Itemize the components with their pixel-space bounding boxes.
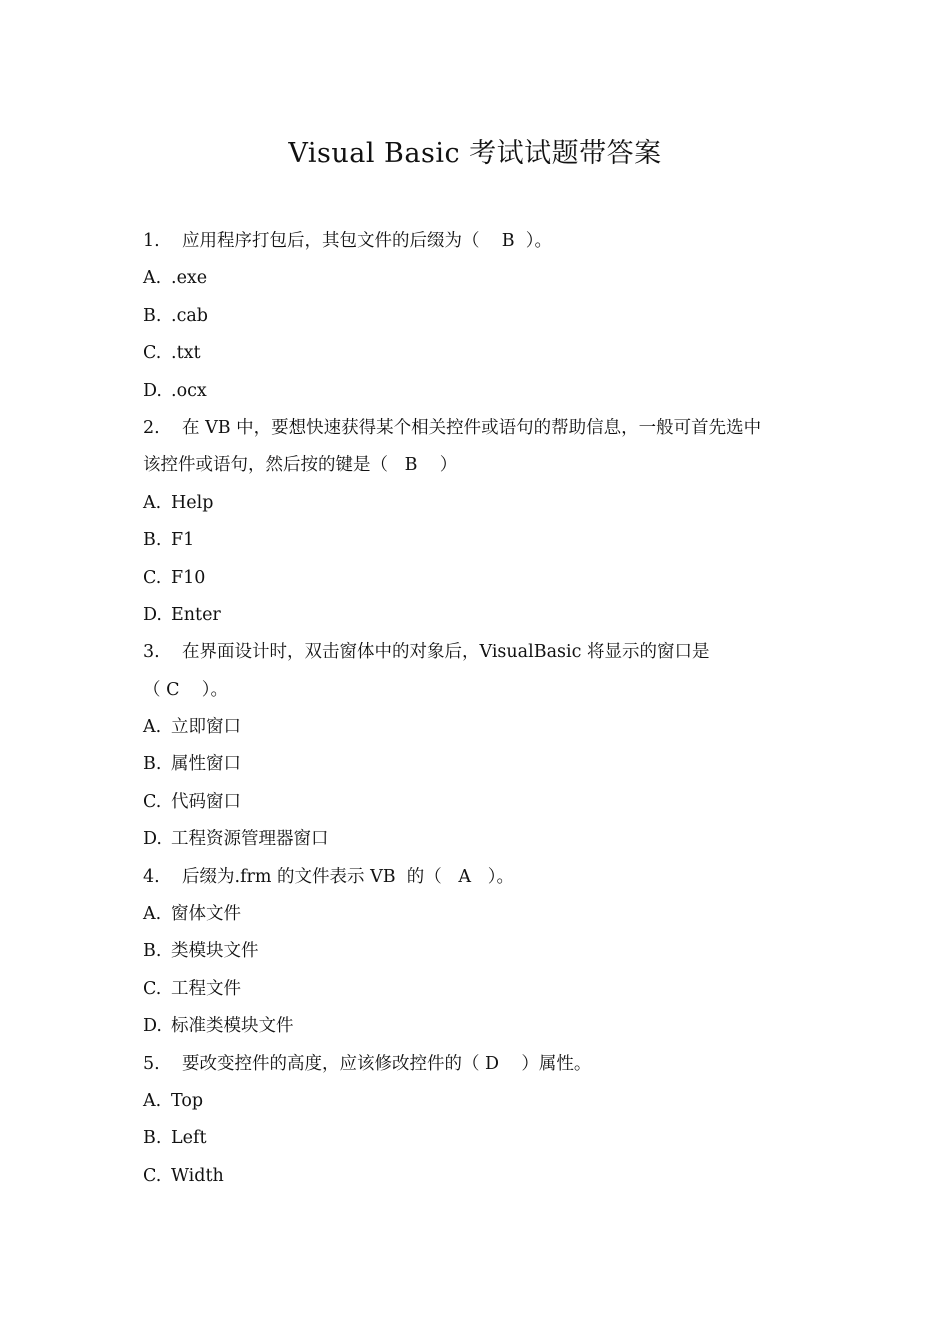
question-1	[143, 223, 823, 410]
option-a	[143, 709, 823, 746]
question-stem	[143, 1046, 823, 1083]
option-text: .exe	[171, 268, 208, 289]
option-text: F10	[171, 567, 206, 588]
question-2	[143, 410, 823, 634]
option-label: D.	[143, 829, 162, 850]
option-d	[143, 597, 823, 634]
option-text: 立即窗口	[171, 717, 241, 738]
option-label: D.	[143, 604, 162, 625]
option-label: A.	[143, 717, 162, 738]
option-d	[143, 1008, 823, 1045]
option-text: .cab	[171, 305, 208, 326]
option-label: B.	[143, 1128, 162, 1149]
option-label: C.	[143, 791, 162, 812]
option-text: Help	[171, 492, 214, 513]
question-text: 后缀为.frm 的文件表示 VB 的（ A ）。	[182, 866, 515, 887]
question-4	[143, 859, 823, 1046]
option-label: A.	[143, 268, 162, 289]
option-label: A.	[143, 1090, 162, 1111]
question-stem	[143, 223, 823, 260]
option-text: 代码窗口	[171, 791, 241, 812]
option-text: 属性窗口	[171, 754, 241, 775]
option-a	[143, 260, 823, 297]
option-a	[143, 1083, 823, 1120]
option-c	[143, 971, 823, 1008]
option-text: 工程资源管理器窗口	[171, 829, 329, 850]
document-title: Visual Basic 考试试题带答案	[288, 138, 662, 169]
option-label: C.	[143, 1165, 162, 1186]
option-b	[143, 746, 823, 783]
option-text: 类模块文件	[171, 941, 259, 962]
option-label: B.	[143, 941, 162, 962]
option-text: 工程文件	[171, 978, 241, 999]
option-a	[143, 896, 823, 933]
option-d	[143, 373, 823, 410]
option-b	[143, 1120, 823, 1157]
question-number: 1.	[143, 231, 160, 251]
question-stem-continued	[143, 672, 823, 709]
option-label: C.	[143, 567, 162, 588]
option-label: B.	[143, 530, 162, 551]
question-list	[143, 223, 823, 1195]
option-c	[143, 560, 823, 597]
question-stem-continued	[143, 447, 823, 484]
option-label: A.	[143, 492, 162, 513]
option-c	[143, 784, 823, 821]
question-text: 应用程序打包后，其包文件的后缀为（ B ）。	[182, 231, 552, 251]
option-text: Enter	[171, 604, 221, 625]
option-label: C.	[143, 343, 162, 364]
option-text: F1	[171, 530, 195, 551]
option-b	[143, 298, 823, 335]
option-label: C.	[143, 978, 162, 999]
question-number: 3.	[143, 642, 160, 663]
question-number: 4.	[143, 866, 160, 887]
question-stem	[143, 410, 823, 447]
question-stem	[143, 859, 823, 896]
question-text: 在 VB 中，要想快速获得某个相关控件或语句的帮助信息，一般可首先选中	[182, 417, 762, 438]
option-text: Width	[171, 1165, 224, 1186]
question-stem	[143, 634, 823, 671]
option-label: B.	[143, 754, 162, 775]
question-text: 在界面设计时，双击窗体中的对象后，VisualBasic 将显示的窗口是	[182, 642, 710, 663]
option-label: D.	[143, 1016, 162, 1037]
question-5	[143, 1046, 823, 1196]
question-text: 要改变控件的高度，应该修改控件的（ D ）属性。	[182, 1053, 592, 1074]
option-text: .txt	[171, 343, 201, 364]
question-3	[143, 634, 823, 858]
option-text: 窗体文件	[171, 904, 241, 925]
option-text: Left	[171, 1128, 207, 1149]
option-a	[143, 485, 823, 522]
option-text: .ocx	[171, 380, 207, 401]
option-label: D.	[143, 380, 162, 401]
question-text: （ C ）。	[143, 679, 228, 700]
option-d	[143, 821, 823, 858]
question-number: 2.	[143, 417, 160, 438]
question-text: 该控件或语句，然后按的键是（ B ）	[143, 455, 458, 476]
option-text: 标准类模块文件	[171, 1016, 294, 1037]
option-b	[143, 522, 823, 559]
option-c	[143, 335, 823, 372]
option-label: A.	[143, 904, 162, 925]
option-b	[143, 933, 823, 970]
option-label: B.	[143, 305, 162, 326]
question-number: 5.	[143, 1053, 160, 1074]
option-text: Top	[171, 1090, 204, 1111]
option-c	[143, 1158, 823, 1195]
